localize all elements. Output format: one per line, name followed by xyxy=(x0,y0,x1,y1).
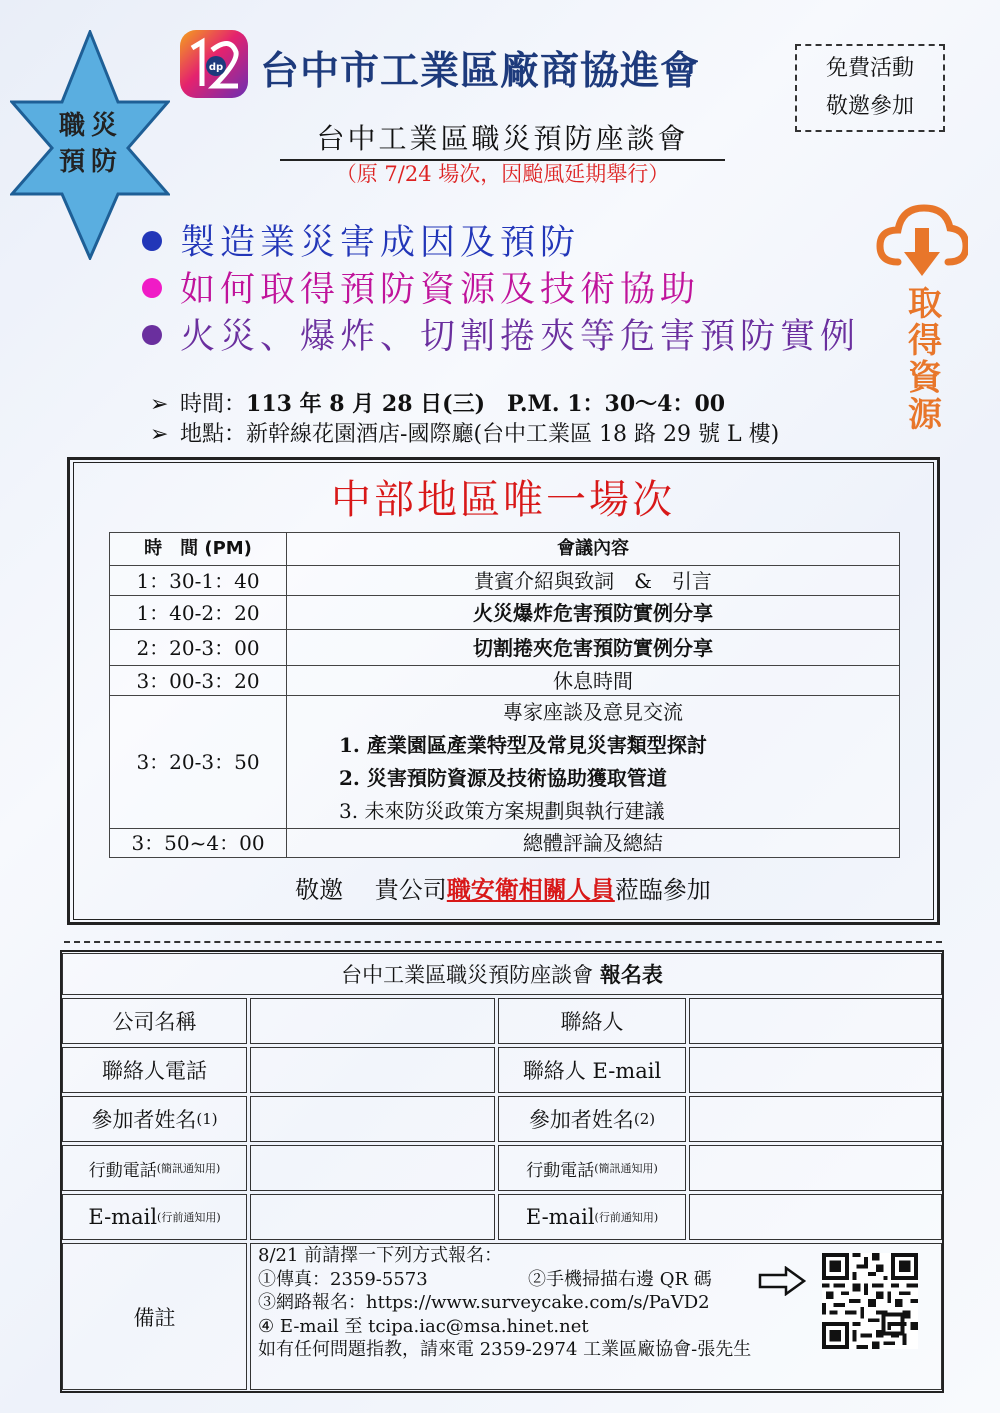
free-event-box xyxy=(795,44,945,132)
expert-item-3: 3. 未來防災政策方案規劃與執行建議 xyxy=(339,799,665,823)
attendee1-text: 參加者姓名 xyxy=(91,1108,197,1132)
attendee2-suffix: (2) xyxy=(633,1110,656,1128)
attendee2-label xyxy=(498,1096,686,1142)
row-content: 切割捲夾危害預防實例分享 xyxy=(287,630,900,666)
time-value: 113 年 8 月 28 日(三) P.M. 1：30～4：00 xyxy=(246,391,726,417)
invitation-line xyxy=(70,870,936,905)
tcipa-logo-icon xyxy=(178,28,250,100)
header-time: 時 間 (PM) xyxy=(110,533,287,566)
topic-1-text: 製造業災害成因及預防 xyxy=(180,223,581,263)
row-time: 3：00-3：20 xyxy=(110,666,287,696)
table-row xyxy=(110,829,900,858)
mobile1-note: (簡訊通知用) xyxy=(156,1162,221,1175)
schedule-table xyxy=(109,532,900,858)
email-signup-link[interactable]: ④ E-mail 至 tcipa.iac@msa.hinet.net xyxy=(258,1315,589,1337)
row-content: 火災爆炸危害預防實例分享 xyxy=(287,596,900,630)
org-name: 台中市工業區廠商協進會 xyxy=(260,49,701,94)
row-time: 1：30-1：40 xyxy=(110,566,287,596)
registration-notes xyxy=(258,1244,751,1362)
form-title-bold: 報名表 xyxy=(599,962,663,987)
table-row-expert xyxy=(110,696,900,829)
email2-text: E-mail xyxy=(525,1205,595,1229)
bullet-dot-icon xyxy=(142,325,162,345)
attendee2-text: 參加者姓名 xyxy=(528,1108,634,1132)
row-content: 休息時間 xyxy=(287,666,900,696)
schedule-header-row xyxy=(110,533,900,566)
email1-label xyxy=(62,1194,247,1240)
topic-3-text: 火災、爆炸、切割捲夾等危害預防實例 xyxy=(180,317,861,357)
event-time xyxy=(150,387,725,418)
table-row xyxy=(110,666,900,696)
qr-code-icon[interactable] xyxy=(822,1253,918,1349)
star-badge-text xyxy=(46,108,136,180)
notes-contact: 如有任何問題指教，請來電 2359-2974 工業區廠協會-張先生 xyxy=(258,1339,752,1360)
topic-3 xyxy=(142,309,860,359)
email1-note: (行前通知用) xyxy=(157,1211,221,1224)
invite-prefix: 敬邀 貴公司 xyxy=(295,876,447,904)
row-content-expert xyxy=(287,696,900,829)
mobile1-label xyxy=(62,1145,247,1191)
invite-suffix: 蒞臨參加 xyxy=(614,876,711,904)
row-content: 貴賓介紹與致詞 & 引言 xyxy=(287,566,900,596)
qr-option: ②手機掃描右邊 QR 碼 xyxy=(528,1268,712,1290)
company-input[interactable] xyxy=(250,998,495,1044)
logo-glyph: dp xyxy=(208,62,224,73)
contact-email-label: 聯絡人 E-mail xyxy=(498,1047,686,1093)
row-time: 2：20-3：00 xyxy=(110,630,287,666)
mobile1-input[interactable] xyxy=(250,1145,495,1191)
contact-input[interactable] xyxy=(689,998,942,1044)
table-row xyxy=(110,630,900,666)
fax-option: ①傳真：2359-5573 xyxy=(258,1268,428,1290)
email1-text: E-mail xyxy=(88,1205,158,1229)
table-row xyxy=(110,566,900,596)
mobile2-label xyxy=(498,1145,686,1191)
row-time: 1：40-2：20 xyxy=(110,596,287,630)
topic-2 xyxy=(142,262,700,312)
cut-line-divider xyxy=(64,941,942,943)
res-char-1: 取 xyxy=(908,284,942,324)
expert-title: 專家座談及意見交流 xyxy=(503,700,683,724)
form-title xyxy=(62,953,942,995)
contact-phone-input[interactable] xyxy=(250,1047,495,1093)
arrow-bullet-icon: ➢ xyxy=(150,422,169,447)
contact-email-input[interactable] xyxy=(689,1047,942,1093)
place-value: 新幹線花園酒店-國際廳(台中工業區 18 路 29 號 L 樓) xyxy=(246,422,780,447)
expert-item-1: 1. 產業園區產業特型及常見災害類型探討 xyxy=(339,733,707,757)
res-char-4: 源 xyxy=(908,395,942,435)
contact-phone-label: 聯絡人電話 xyxy=(62,1047,247,1093)
notes-line1: 8/21 前請擇一下列方式報名： xyxy=(258,1245,503,1266)
row-time: 3：50~4：00 xyxy=(110,829,287,858)
event-place xyxy=(150,417,779,448)
notes-line2 xyxy=(258,1268,751,1292)
email1-input[interactable] xyxy=(250,1194,495,1240)
email2-input[interactable] xyxy=(689,1194,942,1240)
table-row xyxy=(110,596,900,630)
email2-label xyxy=(498,1194,686,1240)
attendee2-input[interactable] xyxy=(689,1096,942,1142)
email2-note: (行前通知用) xyxy=(594,1211,659,1224)
attendee1-label xyxy=(62,1096,247,1142)
bullet-dot-icon xyxy=(142,231,162,251)
invite-highlight: 職安衛相關人員 xyxy=(446,875,615,904)
free-event-line2: 敬邀參加 xyxy=(825,94,914,119)
only-session-heading: 中部地區唯一場次 xyxy=(331,477,675,523)
arrow-bullet-icon: ➢ xyxy=(150,392,169,417)
expert-item-2: 2. 災害預防資源及技術協助獲取管道 xyxy=(339,766,667,790)
mobile2-note: (簡訊通知用) xyxy=(594,1162,658,1175)
attendee1-suffix: (1) xyxy=(196,1110,218,1128)
postponed-note: （原 7/24 場次，因颱風延期舉行） xyxy=(335,162,670,186)
star-badge-line2: 預防 xyxy=(58,147,123,177)
bullet-dot-icon xyxy=(142,278,162,298)
mobile2-text: 行動電話 xyxy=(526,1160,595,1181)
header-content: 會議內容 xyxy=(287,533,900,566)
topic-1 xyxy=(142,215,580,265)
res-char-2: 得 xyxy=(908,321,942,361)
res-char-3: 資 xyxy=(908,358,942,398)
web-signup-link[interactable]: ③網路報名：https://www.surveycake.com/s/PaVD2 xyxy=(258,1292,710,1313)
mobile1-text: 行動電話 xyxy=(88,1160,157,1181)
topic-2-text: 如何取得預防資源及技術協助 xyxy=(180,270,701,310)
row-content: 總體評論及總結 xyxy=(287,829,900,858)
place-label: 地點： xyxy=(180,422,247,447)
star-badge-line1: 職災 xyxy=(58,111,123,141)
time-label: 時間： xyxy=(180,392,247,417)
cloud-download-icon[interactable] xyxy=(876,202,968,284)
remarks-label: 備註 xyxy=(62,1243,247,1390)
mobile2-input[interactable] xyxy=(689,1145,942,1191)
contact-label: 聯絡人 xyxy=(498,998,686,1044)
event-title: 台中工業區職災預防座談會 xyxy=(280,117,725,161)
form-title-text: 台中工業區職災預防座談會 xyxy=(341,963,594,987)
get-resources-text[interactable] xyxy=(903,286,947,434)
row-time: 3：20-3：50 xyxy=(110,696,287,829)
company-label: 公司名稱 xyxy=(62,998,247,1044)
free-event-line1: 免費活動 xyxy=(825,56,914,81)
attendee1-input[interactable] xyxy=(250,1096,495,1142)
arrow-right-icon xyxy=(758,1266,806,1296)
